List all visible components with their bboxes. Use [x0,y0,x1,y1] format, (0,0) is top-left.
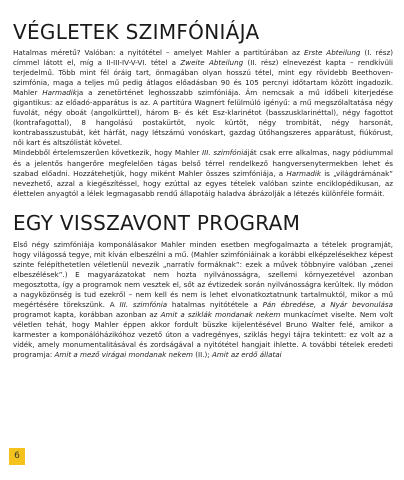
paragraph [13,240,393,361]
italic-text-run: III. szimfónia [119,299,168,309]
text-run: (II.); [192,350,212,360]
paragraph [13,148,393,198]
text-run: is „világdrámának” nevezhető, azzal a kiegészítéssel, hogy ezúttal az egyes tételek valóban szinte enciklopédikusan, az élettelen anyagtól a lélek legmagasabb rendű állapotáig haladva ábrázolják a létezés különféle formáit. [13,168,393,198]
paragraph [13,48,393,148]
italic-text-run: Amit az erdő állatai [211,350,282,360]
text-run: (II. rész) elnevezést kapta – rendkívüli terjedelmű. Több mint fél óráig tart, önmagában olyan hosszú tétel, mint egy rövidebb Beethoven-szimfónia, maga a teljes mű pedig átlagos előadásban 90 és 105 percnyi időtartam között ingadozik. Mahler [13,58,394,98]
text-run: Hatalmas méretű? Valóban: a nyitótétel – amelyet Mahler a partitúrában az [13,48,304,57]
text-run: Első négy szimfóniája komponálásakor Mahler minden esetben megfogalmazta a tételek programját, hogy világossá tegye, mit kíván elbeszélni a mű. (Mahler szimfóniáinak a korábbi elképzelésekhez képest szinte felépíthetetlen véletlenül nevezik „narratív formáknak”: ezek a művek többnyire valóban „zenei elbeszélések”.) E magyarázatokat nem hozta nyilvánosságra, szellemi környezetével azonban megosztotta, így a programok nem vesztek el, sőt az évtizedek során nyilvánosságra kerültek. Ily módon a nagyközönség is tud ezekről – nem kell és nem is lehet elvonatkoztatnunk tartalmuktól, mikor a mű megértésére törekszünk. A [13,239,393,309]
text-run: ja a zenetörténet leghosszabb szimfóniája. Ám nemcsak a mű időbeli kiterjedése gigantikus: az előadó-apparátus is az. A partitúra Wagnert felülmúló igényű: a mű megszólaltatása négy fuvolát, négy oboát (angolkürttel), három B- és két Esz-klarinétot (basszusklarinéttal), négy fagottot (kontrafagottal), 8 hangolású postakürtöt, nyolc kürtöt, négy trombitát, négy harsonát, kontrabasszustubát, két hárfát, nagy létszámú vonóskart, gazdag ütőhangszeres apparátust, fiúkórust, női kart és altszólistát követel. [13,88,393,148]
italic-text-run: Harmadik [286,168,321,178]
page-number-badge: 6 [9,448,25,465]
text-run: programot kapta, korábban azonban az [13,310,161,320]
italic-text-run: Amit a mező virágai mondanak nekem [54,350,193,360]
text-run: (I. rész) címmel látott el, míg a II-III-IV-V-VI. tétel a [13,48,393,68]
text-run: hatalmas nyitótétele a [167,299,263,309]
italic-text-run: Harmadik [42,88,77,98]
italic-text-run: Pán ébredése, a Nyár bevonulása [262,299,393,309]
italic-text-run: III. szimfóniá [202,148,248,158]
text-run: Mindebből értelemszerűen következik, hogy Mahler [13,148,203,158]
section-title-program: EGY VISSZAVONT PROGRAM [13,210,301,235]
text-run: munkacímet viselte. Nem volt véletlen tehát, hogy Mahler éppen akkor fordult büszke kijelentésével Bruno Walter felé, amikor a karmester a komponálóházikóhoz vezető úton a vadregényes, sziklás hegyi tájra tekintett: ez volt az a vidék, amely monumentalitásával és zordságával a nyitótétel hangjait ihlette. A további tételek eredeti programja: [13,310,393,360]
italic-text-run: Erste Abteilung [303,48,361,57]
section-body-vegletek [13,48,393,199]
document-page [13,20,393,360]
italic-text-run: Amit a sziklák mondanak nekem [160,310,281,320]
text-run: ját csak erre alkalmas, nagy pódiummal és a jelentős hangerőre megfelelően tágas belső térrel rendelkező hangversenytermekben lehet és szabad előadni. Hozzátehetjük, hogy miként Mahler összes szimfóniája, a [13,148,393,178]
section-body-program [13,240,393,361]
italic-text-run: Zweite Abteilung [180,58,244,68]
section-title-vegletek: VÉGLETEK SZIMFÓNIÁJA [13,20,260,44]
